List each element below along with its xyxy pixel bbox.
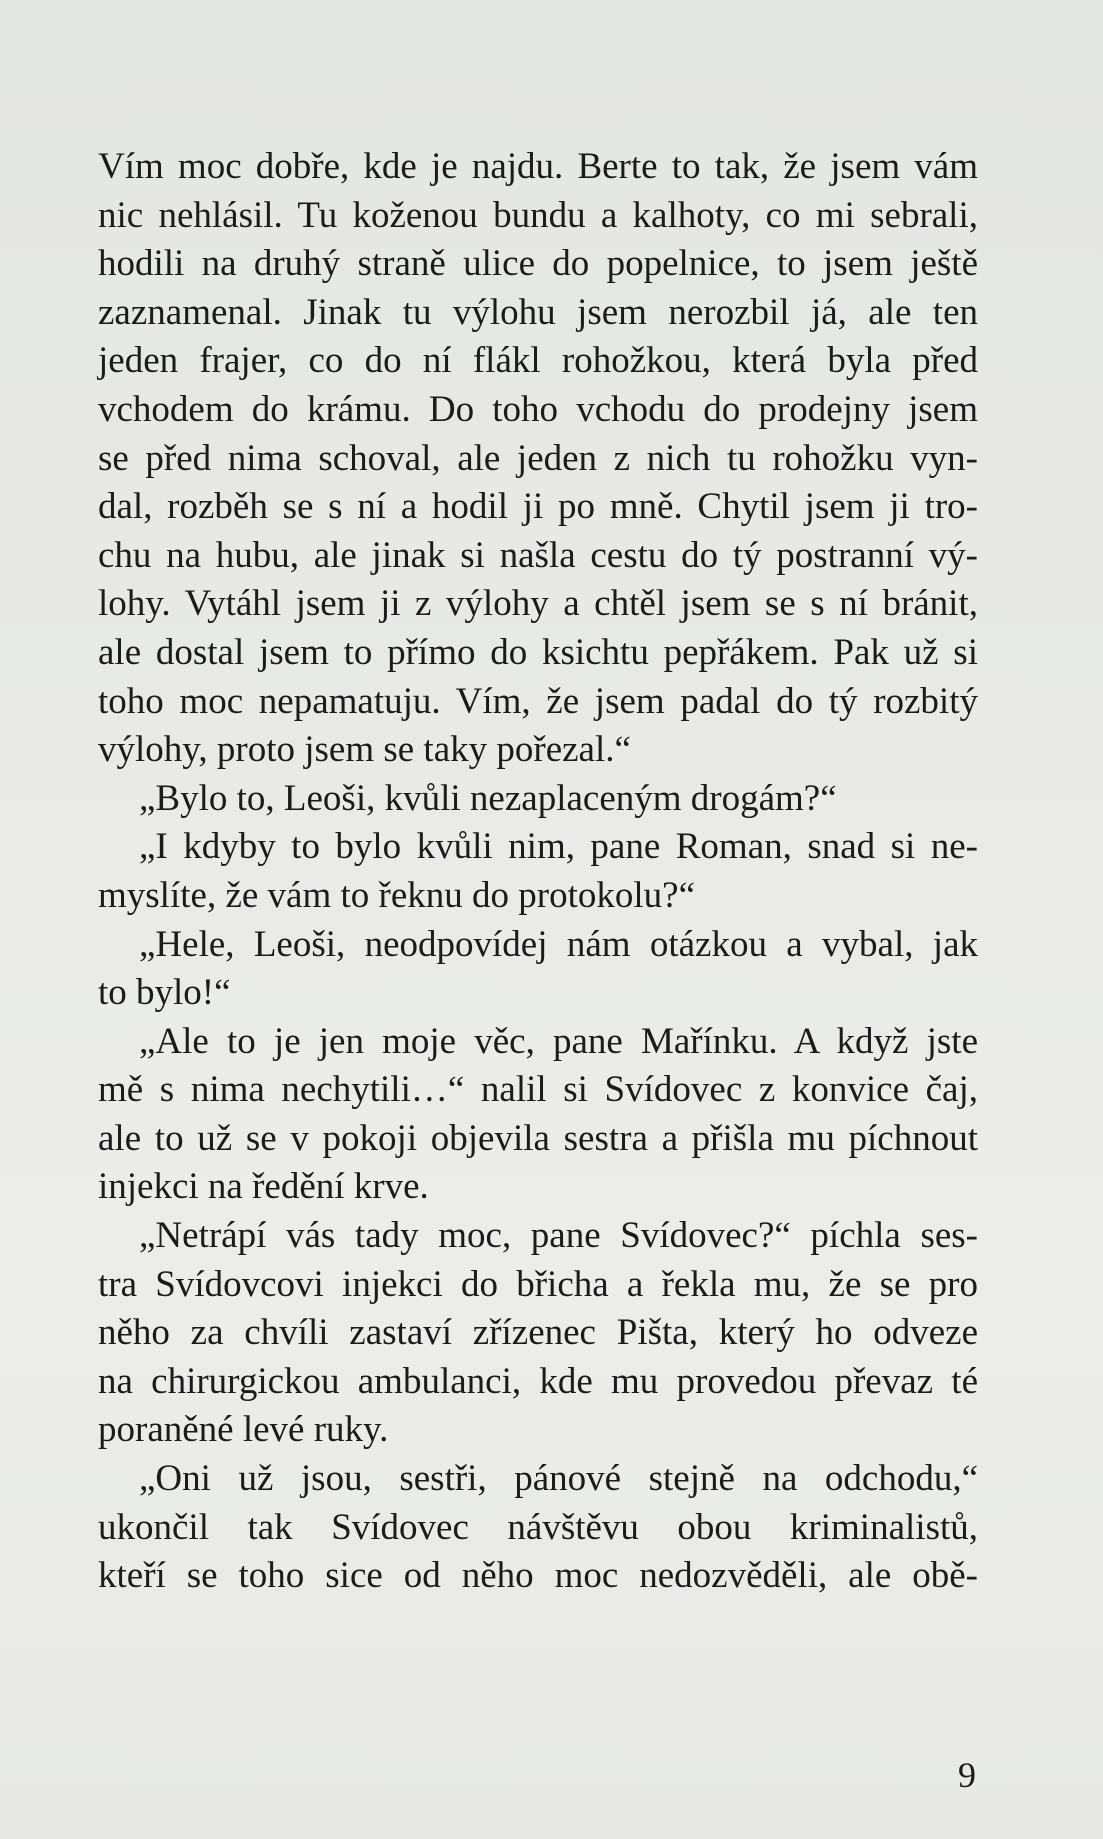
text-line-7: se před nima schoval, ale jeden z nich tu rohožku vyn- bbox=[98, 437, 978, 479]
text-line-4: zaznamenal. Jinak tu výlohu jsem nerozbil já, ale ten bbox=[98, 291, 978, 333]
text-line-28: „Oni už jsou, sestři, pánové stejně na odchodu,“ bbox=[139, 1458, 978, 1500]
text-line-27: poraněné levé ruky. bbox=[98, 1409, 389, 1451]
text-line-23: „Netrápí vás tady moc, pane Svídovec?“ píchla ses- bbox=[139, 1215, 978, 1257]
text-line-14: „Bylo to, Leoši, kvůli nezaplaceným drogám?“ bbox=[139, 777, 837, 819]
text-line-22: injekci na ředění krve. bbox=[98, 1166, 429, 1208]
text-line-8: dal, rozběh se s ní a hodil ji po mně. Chytil jsem ji tro- bbox=[98, 486, 978, 528]
text-line-29: ukončil tak Svídovec návštěvu obou kriminalistů, bbox=[98, 1506, 978, 1548]
text-line-20: mě s nima nechytili…“ nalil si Svídovec z konvice čaj, bbox=[98, 1069, 978, 1111]
body-text bbox=[98, 143, 978, 1601]
text-line-1: Vím moc dobře, kde je najdu. Berte to tak, že jsem vám bbox=[98, 146, 978, 187]
text-line-10: lohy. Vytáhl jsem ji z výlohy a chtěl jsem se s ní bránit, bbox=[98, 583, 978, 625]
text-line-25: něho za chvíli zastaví zřízenec Pišta, který ho odveze bbox=[98, 1312, 978, 1354]
text-line-2: nic nehlásil. Tu koženou bundu a kalhoty, co mi sebrali, bbox=[98, 194, 978, 236]
text-line-11: ale dostal jsem to přímo do ksichtu pepřákem. Pak už si bbox=[98, 631, 978, 673]
text-line-24: tra Svídovcovi injekci do břicha a řekla mu, že se pro bbox=[98, 1263, 978, 1305]
text-line-19: „Ale to je jen moje věc, pane Mařínku. A když jste bbox=[139, 1020, 978, 1062]
text-line-3: hodili na druhý straně ulice do popelnice, to jsem ještě bbox=[98, 243, 978, 285]
text-line-5: jeden frajer, co do ní flákl rohožkou, která byla před bbox=[98, 340, 978, 382]
text-line-30: kteří se toho sice od něho moc nedozvěděli, ale obě- bbox=[98, 1555, 978, 1597]
text-line-26: na chirurgickou ambulanci, kde mu provedou převaz té bbox=[98, 1360, 978, 1402]
page-number: 9 bbox=[958, 1755, 976, 1795]
text-line-13: výlohy, proto jsem se taky pořezal.“ bbox=[98, 729, 631, 771]
text-line-9: chu na hubu, ale jinak si našla cestu do tý postranní vý- bbox=[98, 534, 978, 576]
text-line-16: myslíte, že vám to řeknu do protokolu?“ bbox=[98, 874, 695, 916]
text-line-6: vchodem do krámu. Do toho vchodu do prodejny jsem bbox=[98, 388, 978, 430]
text-line-18: to bylo!“ bbox=[98, 972, 231, 1014]
text-line-15: „I kdyby to bylo kvůli nim, pane Roman, snad si ne- bbox=[139, 826, 978, 868]
text-line-12: toho moc nepamatuju. Vím, že jsem padal do tý rozbitý bbox=[98, 680, 978, 722]
text-line-21: ale to už se v pokoji objevila sestra a přišla mu píchnout bbox=[98, 1117, 978, 1159]
text-line-17: „Hele, Leoši, neodpovídej nám otázkou a vybal, jak bbox=[139, 923, 978, 965]
